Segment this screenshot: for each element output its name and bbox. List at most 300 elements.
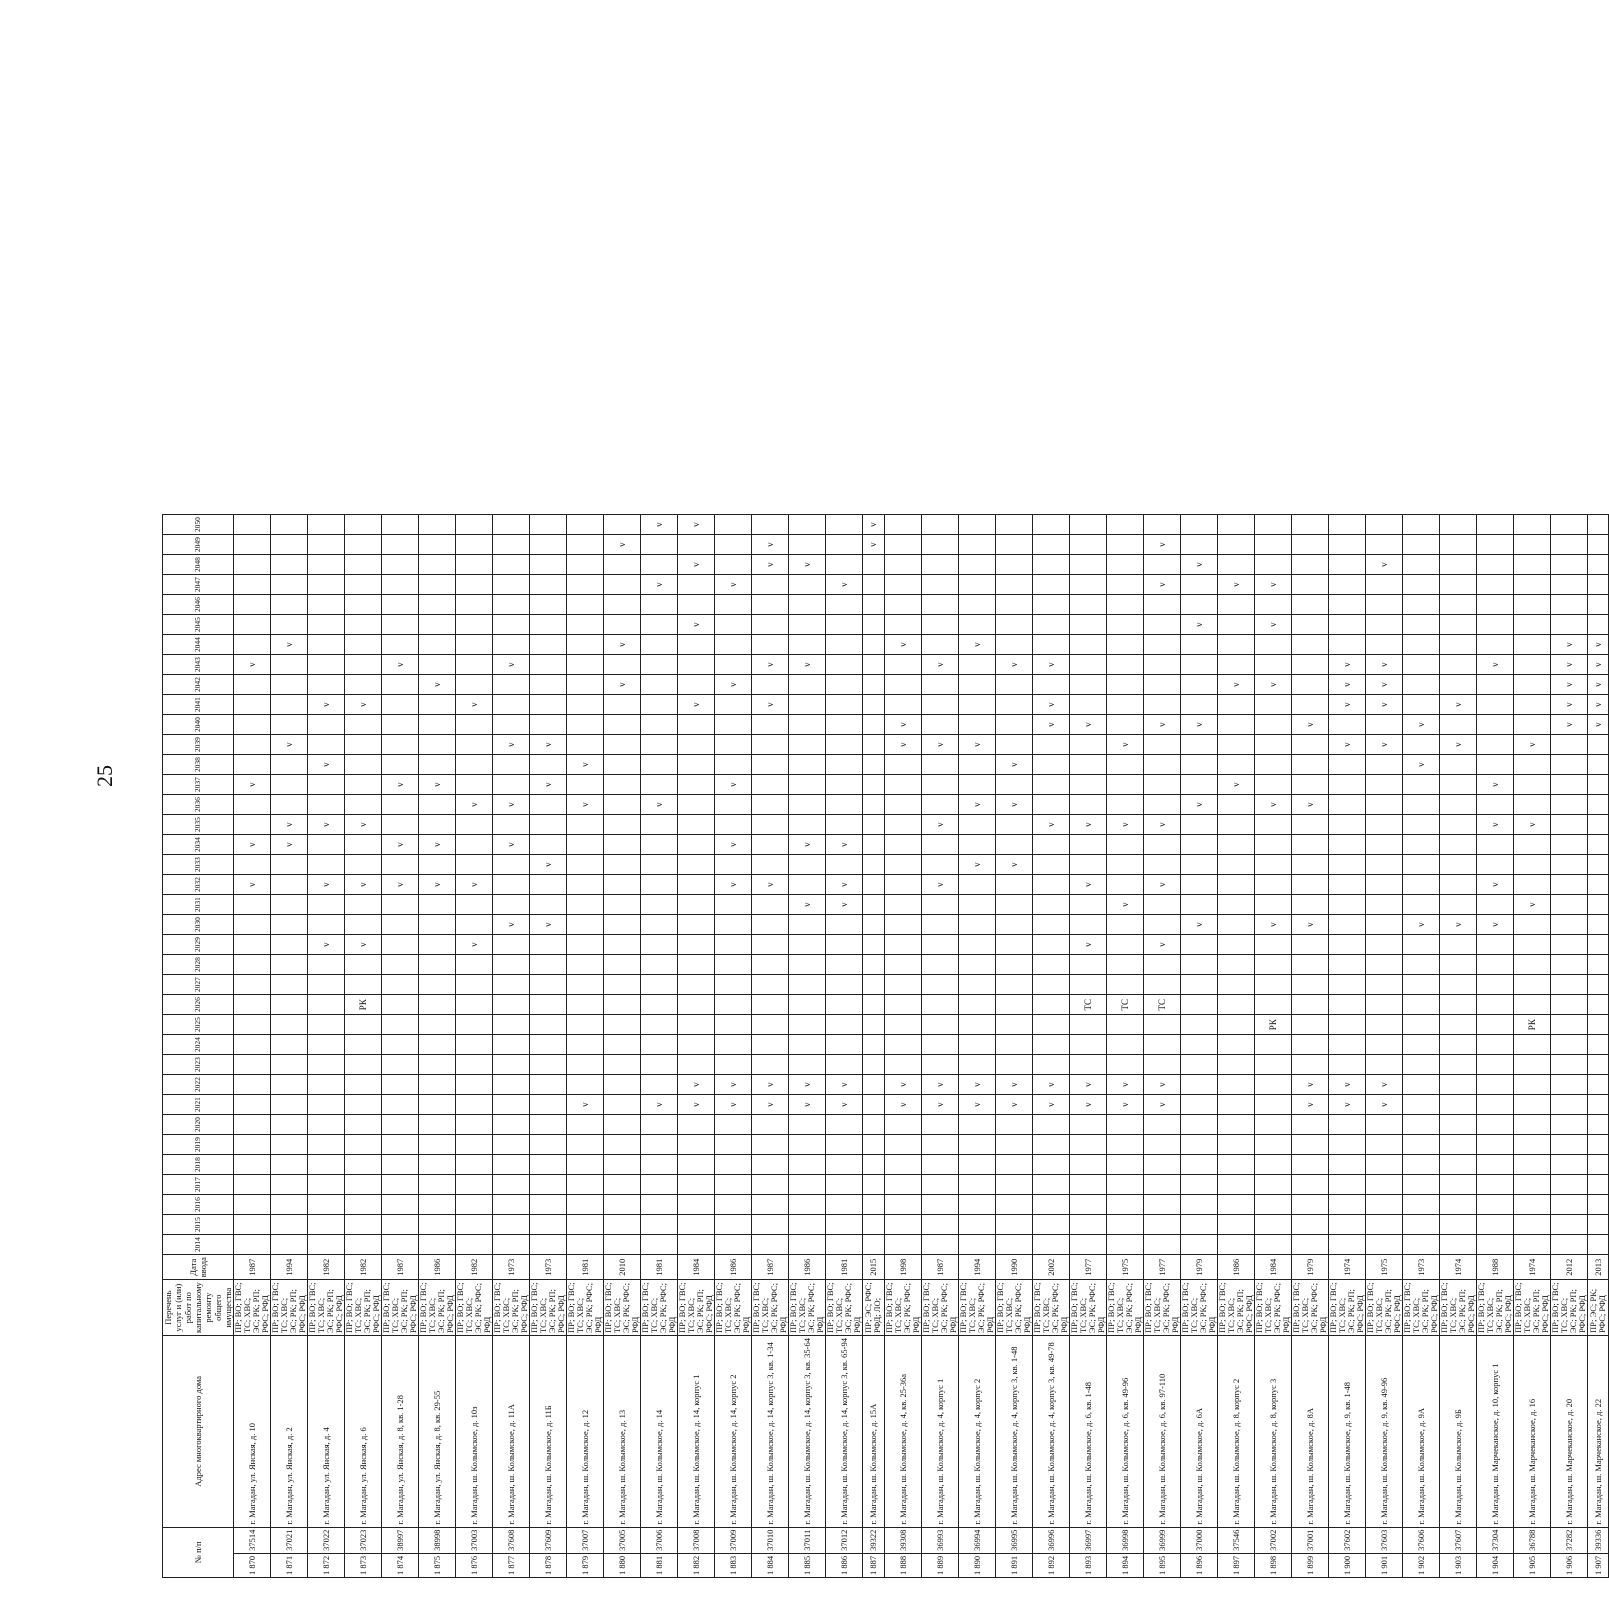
schedule-cell-2026: ТС bbox=[1069, 995, 1106, 1015]
schedule-cell-2016 bbox=[382, 1195, 419, 1215]
schedule-cell-2041 bbox=[958, 695, 995, 715]
table-row bbox=[1143, 515, 1180, 1578]
schedule-cell-2019 bbox=[1365, 1135, 1402, 1155]
schedule-cell-2037 bbox=[1143, 775, 1180, 795]
schedule-cell-2048 bbox=[234, 555, 271, 575]
header-year-2031: 2031 bbox=[163, 895, 234, 915]
schedule-cell-2020 bbox=[1217, 1115, 1254, 1135]
schedule-cell-2023 bbox=[789, 1055, 826, 1075]
schedule-cell-2040 bbox=[567, 715, 604, 735]
schedule-cell-2016 bbox=[1069, 1195, 1106, 1215]
schedule-cell-2025 bbox=[419, 1015, 456, 1035]
schedule-cell-2022: v bbox=[789, 1075, 826, 1095]
schedule-cell-2019 bbox=[789, 1135, 826, 1155]
schedule-cell-2024 bbox=[1439, 1035, 1476, 1055]
schedule-cell-2049 bbox=[1550, 535, 1587, 555]
row-year: 2010 bbox=[604, 1255, 641, 1280]
schedule-cell-2027 bbox=[641, 975, 678, 995]
row-address: г. Магадан, ш. Колымское, д. 8, корпус 2 bbox=[1217, 1336, 1254, 1528]
schedule-cell-2033 bbox=[921, 855, 958, 875]
schedule-cell-2015 bbox=[921, 1215, 958, 1235]
schedule-cell-2047 bbox=[1106, 575, 1143, 595]
row-id: 36997 bbox=[1069, 1527, 1106, 1553]
schedule-cell-2036: v bbox=[958, 795, 995, 815]
schedule-cell-2028 bbox=[1328, 955, 1365, 975]
schedule-cell-2035 bbox=[1180, 815, 1217, 835]
schedule-cell-2020 bbox=[1254, 1115, 1291, 1135]
schedule-cell-2015 bbox=[493, 1215, 530, 1235]
schedule-cell-2033 bbox=[1328, 855, 1365, 875]
row-address: г. Магадан, ш. Колымское, д. 6, кв. 49-96 bbox=[1106, 1336, 1143, 1528]
schedule-cell-2042 bbox=[1513, 675, 1550, 695]
schedule-cell-2035 bbox=[752, 815, 789, 835]
schedule-cell-2017 bbox=[752, 1175, 789, 1195]
schedule-cell-2027 bbox=[921, 975, 958, 995]
schedule-cell-2031 bbox=[715, 895, 752, 915]
schedule-cell-2043 bbox=[308, 655, 345, 675]
schedule-cell-2017 bbox=[789, 1175, 826, 1195]
schedule-cell-2015 bbox=[1291, 1215, 1328, 1235]
schedule-cell-2022: v bbox=[921, 1075, 958, 1095]
schedule-cell-2026 bbox=[1328, 995, 1365, 1015]
schedule-cell-2038 bbox=[1476, 755, 1513, 775]
schedule-cell-2019 bbox=[1217, 1135, 1254, 1155]
schedule-cell-2043: v bbox=[493, 655, 530, 675]
row-id: 37609 bbox=[530, 1527, 567, 1553]
schedule-cell-2038: v bbox=[308, 755, 345, 775]
schedule-cell-2047: v bbox=[1217, 575, 1254, 595]
schedule-cell-2034: v bbox=[419, 835, 456, 855]
schedule-cell-2025 bbox=[863, 1015, 885, 1035]
schedule-cell-2024 bbox=[1180, 1035, 1217, 1055]
schedule-cell-2036 bbox=[884, 795, 921, 815]
schedule-cell-2037 bbox=[826, 775, 863, 795]
schedule-cell-2045 bbox=[863, 615, 885, 635]
schedule-cell-2031 bbox=[493, 895, 530, 915]
row-address: г. Магадан, ш. Колымское, д. 13 bbox=[604, 1336, 641, 1528]
schedule-cell-2016 bbox=[1106, 1195, 1143, 1215]
schedule-cell-2048 bbox=[1402, 555, 1439, 575]
schedule-cell-2042 bbox=[995, 675, 1032, 695]
schedule-cell-2020 bbox=[1032, 1115, 1069, 1135]
schedule-cell-2036 bbox=[678, 795, 715, 815]
row-works: ПР; ВО; ГВС; ТС; ХВС; ЭС; РК; РП; РФС; РФД bbox=[1513, 1280, 1550, 1336]
schedule-cell-2018 bbox=[921, 1155, 958, 1175]
schedule-cell-2030 bbox=[1587, 915, 1609, 935]
schedule-cell-2036 bbox=[1328, 795, 1365, 815]
schedule-cell-2016 bbox=[863, 1195, 885, 1215]
table-row bbox=[234, 515, 271, 1578]
schedule-cell-2039 bbox=[456, 735, 493, 755]
row-num: 1 905 bbox=[1513, 1553, 1550, 1577]
schedule-cell-2041: v bbox=[1550, 695, 1587, 715]
row-id: 37008 bbox=[678, 1527, 715, 1553]
table-row bbox=[678, 515, 715, 1578]
schedule-cell-2034 bbox=[995, 835, 1032, 855]
schedule-cell-2023 bbox=[826, 1055, 863, 1075]
schedule-cell-2038: v bbox=[567, 755, 604, 775]
schedule-cell-2049 bbox=[493, 535, 530, 555]
schedule-cell-2016 bbox=[308, 1195, 345, 1215]
schedule-cell-2032: v bbox=[1143, 875, 1180, 895]
table-row bbox=[1476, 515, 1513, 1578]
schedule-cell-2048 bbox=[884, 555, 921, 575]
schedule-cell-2025 bbox=[752, 1015, 789, 1035]
schedule-cell-2038 bbox=[1291, 755, 1328, 775]
schedule-cell-2037 bbox=[1439, 775, 1476, 795]
schedule-cell-2034 bbox=[1513, 835, 1550, 855]
schedule-cell-2035 bbox=[884, 815, 921, 835]
schedule-cell-2050: v bbox=[678, 515, 715, 535]
schedule-cell-2026: ТС bbox=[1106, 995, 1143, 1015]
schedule-cell-2025 bbox=[678, 1015, 715, 1035]
schedule-cell-2045 bbox=[995, 615, 1032, 635]
header-year-2039: 2039 bbox=[163, 735, 234, 755]
schedule-cell-2039: v bbox=[271, 735, 308, 755]
schedule-cell-2023 bbox=[234, 1055, 271, 1075]
row-works: ПР; ВО; ГВС; ТС; ХВС; ЭС; РК; РП; РФС; РФД bbox=[271, 1280, 308, 1336]
schedule-cell-2023 bbox=[419, 1055, 456, 1075]
schedule-cell-2032 bbox=[1032, 875, 1069, 895]
schedule-cell-2050 bbox=[1143, 515, 1180, 535]
row-works: ПР; ВО; ГВС; ТС; ХВС; ЭС; РК; РП; РФС; РФД bbox=[678, 1280, 715, 1336]
schedule-cell-2045 bbox=[752, 615, 789, 635]
schedule-cell-2044 bbox=[715, 635, 752, 655]
row-num: 1 893 bbox=[1069, 1553, 1106, 1577]
schedule-cell-2047 bbox=[567, 575, 604, 595]
schedule-cell-2015 bbox=[715, 1215, 752, 1235]
schedule-cell-2015 bbox=[1069, 1215, 1106, 1235]
schedule-cell-2026 bbox=[1217, 995, 1254, 1015]
schedule-cell-2018 bbox=[1180, 1155, 1217, 1175]
schedule-cell-2040 bbox=[995, 715, 1032, 735]
row-id: 37514 bbox=[234, 1527, 271, 1553]
schedule-cell-2028 bbox=[678, 955, 715, 975]
schedule-cell-2036 bbox=[1402, 795, 1439, 815]
schedule-cell-2045 bbox=[419, 615, 456, 635]
schedule-cell-2029 bbox=[604, 935, 641, 955]
schedule-cell-2050 bbox=[958, 515, 995, 535]
row-id: 37005 bbox=[604, 1527, 641, 1553]
schedule-cell-2045 bbox=[1106, 615, 1143, 635]
schedule-cell-2028 bbox=[995, 955, 1032, 975]
row-id: 37304 bbox=[1476, 1527, 1513, 1553]
schedule-cell-2040 bbox=[1439, 715, 1476, 735]
schedule-cell-2041: v bbox=[752, 695, 789, 715]
schedule-cell-2033 bbox=[1513, 855, 1550, 875]
schedule-cell-2021 bbox=[1217, 1095, 1254, 1115]
row-year: 1998 bbox=[884, 1255, 921, 1280]
schedule-cell-2027 bbox=[1402, 975, 1439, 995]
schedule-cell-2045 bbox=[1291, 615, 1328, 635]
schedule-cell-2040: v bbox=[1402, 715, 1439, 735]
schedule-cell-2022 bbox=[234, 1075, 271, 1095]
row-id: 37012 bbox=[826, 1527, 863, 1553]
schedule-cell-2017 bbox=[419, 1175, 456, 1195]
schedule-cell-2040: v bbox=[1143, 715, 1180, 735]
schedule-cell-2026 bbox=[1476, 995, 1513, 1015]
schedule-cell-2045 bbox=[1587, 615, 1609, 635]
schedule-cell-2038: v bbox=[1402, 755, 1439, 775]
schedule-cell-2019 bbox=[271, 1135, 308, 1155]
schedule-cell-2018 bbox=[995, 1155, 1032, 1175]
schedule-cell-2036 bbox=[1365, 795, 1402, 815]
row-id: 37282 bbox=[1550, 1527, 1587, 1553]
schedule-cell-2028 bbox=[863, 955, 885, 975]
schedule-cell-2018 bbox=[493, 1155, 530, 1175]
row-num: 1 898 bbox=[1254, 1553, 1291, 1577]
header-year-2035: 2035 bbox=[163, 815, 234, 835]
schedule-cell-2040 bbox=[863, 715, 885, 735]
schedule-cell-2014 bbox=[752, 1235, 789, 1255]
schedule-cell-2025 bbox=[789, 1015, 826, 1035]
schedule-cell-2030: v bbox=[1180, 915, 1217, 935]
schedule-cell-2027 bbox=[530, 975, 567, 995]
schedule-cell-2014 bbox=[1513, 1235, 1550, 1255]
schedule-cell-2014 bbox=[641, 1235, 678, 1255]
row-id: 39336 bbox=[1587, 1527, 1609, 1553]
schedule-cell-2016 bbox=[1291, 1195, 1328, 1215]
schedule-cell-2020 bbox=[1328, 1115, 1365, 1135]
schedule-cell-2030 bbox=[678, 915, 715, 935]
schedule-cell-2017 bbox=[1513, 1175, 1550, 1195]
schedule-cell-2045: v bbox=[678, 615, 715, 635]
schedule-cell-2032: v bbox=[1069, 875, 1106, 895]
schedule-cell-2033: v bbox=[995, 855, 1032, 875]
row-works: ПР; ВО; ГВС; ТС; ХВС; ЭС; РК; РП; РФС; РФД bbox=[1439, 1280, 1476, 1336]
schedule-cell-2039 bbox=[382, 735, 419, 755]
schedule-cell-2021: v bbox=[1069, 1095, 1106, 1115]
table-row bbox=[641, 515, 678, 1578]
schedule-cell-2017 bbox=[921, 1175, 958, 1195]
schedule-cell-2021: v bbox=[826, 1095, 863, 1115]
schedule-cell-2046 bbox=[1032, 595, 1069, 615]
schedule-cell-2035 bbox=[1587, 815, 1609, 835]
schedule-cell-2038 bbox=[493, 755, 530, 775]
schedule-cell-2044 bbox=[826, 635, 863, 655]
schedule-cell-2050 bbox=[567, 515, 604, 535]
schedule-cell-2049 bbox=[641, 535, 678, 555]
schedule-cell-2037 bbox=[345, 775, 382, 795]
schedule-cell-2021 bbox=[493, 1095, 530, 1115]
row-address: г. Магадан, ш. Колымское, д. 8, корпус 3 bbox=[1254, 1336, 1291, 1528]
schedule-cell-2028 bbox=[921, 955, 958, 975]
schedule-cell-2048 bbox=[604, 555, 641, 575]
row-year: 1979 bbox=[1291, 1255, 1328, 1280]
schedule-cell-2040 bbox=[271, 715, 308, 735]
row-works: ПР; ВО; ГВС; ТС; ХВС; ЭС; РК; РФС; РФД bbox=[958, 1280, 995, 1336]
schedule-cell-2040 bbox=[1254, 715, 1291, 735]
schedule-cell-2024 bbox=[958, 1035, 995, 1055]
schedule-cell-2048 bbox=[530, 555, 567, 575]
schedule-cell-2043 bbox=[604, 655, 641, 675]
schedule-cell-2019 bbox=[1106, 1135, 1143, 1155]
schedule-cell-2036 bbox=[1106, 795, 1143, 815]
schedule-cell-2034: v bbox=[234, 835, 271, 855]
schedule-cell-2019 bbox=[1143, 1135, 1180, 1155]
schedule-cell-2045 bbox=[715, 615, 752, 635]
row-id: 36996 bbox=[1032, 1527, 1069, 1553]
schedule-cell-2050 bbox=[271, 515, 308, 535]
schedule-cell-2043: v bbox=[1476, 655, 1513, 675]
table-row bbox=[382, 515, 419, 1578]
schedule-cell-2045 bbox=[789, 615, 826, 635]
schedule-cell-2018 bbox=[345, 1155, 382, 1175]
schedule-cell-2048 bbox=[1550, 555, 1587, 575]
schedule-cell-2028 bbox=[958, 955, 995, 975]
schedule-cell-2025 bbox=[884, 1015, 921, 1035]
row-address: г. Магадан, ш. Колымское, д. 14, корпус 3, кв. 65-94 bbox=[826, 1336, 863, 1528]
row-year: 2015 bbox=[863, 1255, 885, 1280]
schedule-cell-2023 bbox=[530, 1055, 567, 1075]
schedule-cell-2036 bbox=[234, 795, 271, 815]
schedule-cell-2022 bbox=[271, 1075, 308, 1095]
row-year: 1975 bbox=[1106, 1255, 1143, 1280]
schedule-cell-2034: v bbox=[271, 835, 308, 855]
schedule-cell-2020 bbox=[678, 1115, 715, 1135]
schedule-cell-2050 bbox=[1402, 515, 1439, 535]
schedule-cell-2023 bbox=[1143, 1055, 1180, 1075]
schedule-cell-2028 bbox=[234, 955, 271, 975]
schedule-cell-2045 bbox=[456, 615, 493, 635]
schedule-cell-2030 bbox=[419, 915, 456, 935]
schedule-cell-2025 bbox=[1217, 1015, 1254, 1035]
schedule-cell-2015 bbox=[1550, 1215, 1587, 1235]
schedule-cell-2039: v bbox=[530, 735, 567, 755]
schedule-cell-2031 bbox=[884, 895, 921, 915]
schedule-cell-2044 bbox=[1106, 635, 1143, 655]
schedule-cell-2022 bbox=[1513, 1075, 1550, 1095]
schedule-cell-2043 bbox=[958, 655, 995, 675]
schedule-cell-2034 bbox=[921, 835, 958, 855]
schedule-cell-2024 bbox=[641, 1035, 678, 1055]
schedule-cell-2022 bbox=[1587, 1075, 1609, 1095]
header-year-2026: 2026 bbox=[163, 995, 234, 1015]
schedule-cell-2027 bbox=[271, 975, 308, 995]
schedule-cell-2041 bbox=[1143, 695, 1180, 715]
schedule-cell-2050 bbox=[1328, 515, 1365, 535]
schedule-cell-2045 bbox=[345, 615, 382, 635]
schedule-cell-2050: v bbox=[863, 515, 885, 535]
row-year: 1982 bbox=[345, 1255, 382, 1280]
schedule-cell-2049 bbox=[789, 535, 826, 555]
schedule-cell-2034: v bbox=[382, 835, 419, 855]
row-year: 1984 bbox=[1254, 1255, 1291, 1280]
schedule-cell-2023 bbox=[958, 1055, 995, 1075]
schedule-cell-2020 bbox=[1291, 1115, 1328, 1135]
schedule-cell-2026 bbox=[308, 995, 345, 1015]
schedule-cell-2034 bbox=[1328, 835, 1365, 855]
row-year: 1981 bbox=[826, 1255, 863, 1280]
schedule-cell-2028 bbox=[1439, 955, 1476, 975]
schedule-cell-2030 bbox=[1069, 915, 1106, 935]
schedule-cell-2016 bbox=[1328, 1195, 1365, 1215]
schedule-cell-2029 bbox=[1587, 935, 1609, 955]
schedule-cell-2023 bbox=[1513, 1055, 1550, 1075]
schedule-cell-2049 bbox=[715, 535, 752, 555]
table-row bbox=[567, 515, 604, 1578]
row-address: г. Магадан, ш. Колымское, д. 9Б bbox=[1439, 1336, 1476, 1528]
schedule-cell-2020 bbox=[1513, 1115, 1550, 1135]
schedule-cell-2040 bbox=[826, 715, 863, 735]
row-works: ПР; ВО; ГВС; ТС; ХВС; ЭС; РК; РФС; РФД bbox=[1069, 1280, 1106, 1336]
schedule-cell-2040 bbox=[958, 715, 995, 735]
header-year-2015: 2015 bbox=[163, 1215, 234, 1235]
schedule-cell-2024 bbox=[715, 1035, 752, 1055]
schedule-cell-2044 bbox=[1439, 635, 1476, 655]
row-address: г. Магадан, ш. Колымское, д. 12 bbox=[567, 1336, 604, 1528]
schedule-cell-2022 bbox=[1439, 1075, 1476, 1095]
schedule-cell-2020 bbox=[234, 1115, 271, 1135]
schedule-cell-2019 bbox=[1513, 1135, 1550, 1155]
schedule-cell-2036: v bbox=[1254, 795, 1291, 815]
schedule-cell-2042: v bbox=[1365, 675, 1402, 695]
schedule-cell-2031 bbox=[234, 895, 271, 915]
schedule-cell-2020 bbox=[958, 1115, 995, 1135]
schedule-cell-2034 bbox=[308, 835, 345, 855]
row-address: г. Магадан, ул. Янская, д. 8, кв. 1-28 bbox=[382, 1336, 419, 1528]
schedule-cell-2029 bbox=[1291, 935, 1328, 955]
schedule-cell-2036 bbox=[715, 795, 752, 815]
schedule-cell-2050 bbox=[1587, 515, 1609, 535]
schedule-cell-2031 bbox=[1254, 895, 1291, 915]
schedule-cell-2017 bbox=[1439, 1175, 1476, 1195]
schedule-cell-2017 bbox=[1328, 1175, 1365, 1195]
schedule-cell-2028 bbox=[641, 955, 678, 975]
schedule-cell-2031 bbox=[1143, 895, 1180, 915]
schedule-cell-2020 bbox=[1106, 1115, 1143, 1135]
schedule-cell-2023 bbox=[995, 1055, 1032, 1075]
schedule-cell-2047 bbox=[863, 575, 885, 595]
schedule-cell-2026 bbox=[1180, 995, 1217, 1015]
header-year-2020: 2020 bbox=[163, 1115, 234, 1135]
schedule-cell-2024 bbox=[493, 1035, 530, 1055]
schedule-cell-2040 bbox=[234, 715, 271, 735]
schedule-cell-2039 bbox=[1291, 735, 1328, 755]
schedule-cell-2029: v bbox=[456, 935, 493, 955]
schedule-cell-2043 bbox=[1217, 655, 1254, 675]
schedule-cell-2041 bbox=[789, 695, 826, 715]
schedule-cell-2019 bbox=[1032, 1135, 1069, 1155]
schedule-cell-2014 bbox=[1402, 1235, 1439, 1255]
schedule-cell-2026 bbox=[884, 995, 921, 1015]
schedule-cell-2031 bbox=[308, 895, 345, 915]
row-address: г. Магадан, ш. Колымское, д. 9А bbox=[1402, 1336, 1439, 1528]
row-year: 1981 bbox=[567, 1255, 604, 1280]
schedule-cell-2022: v bbox=[1143, 1075, 1180, 1095]
schedule-cell-2016 bbox=[678, 1195, 715, 1215]
schedule-cell-2050 bbox=[884, 515, 921, 535]
row-year: 1987 bbox=[921, 1255, 958, 1280]
row-address: г. Магадан, ш. Колымское, д. 11Б bbox=[530, 1336, 567, 1528]
schedule-cell-2022: v bbox=[1106, 1075, 1143, 1095]
schedule-cell-2029 bbox=[921, 935, 958, 955]
schedule-cell-2014 bbox=[884, 1235, 921, 1255]
schedule-cell-2050 bbox=[308, 515, 345, 535]
schedule-cell-2019 bbox=[995, 1135, 1032, 1155]
schedule-cell-2027 bbox=[604, 975, 641, 995]
schedule-cell-2047 bbox=[604, 575, 641, 595]
schedule-cell-2037 bbox=[1069, 775, 1106, 795]
schedule-cell-2035 bbox=[382, 815, 419, 835]
schedule-cell-2042 bbox=[345, 675, 382, 695]
schedule-cell-2036 bbox=[1143, 795, 1180, 815]
schedule-cell-2049 bbox=[1217, 535, 1254, 555]
schedule-cell-2049 bbox=[1476, 535, 1513, 555]
row-address: г. Магадан, ул. Янская, д. 2 bbox=[271, 1336, 308, 1528]
schedule-cell-2014 bbox=[1180, 1235, 1217, 1255]
table-row bbox=[456, 515, 493, 1578]
